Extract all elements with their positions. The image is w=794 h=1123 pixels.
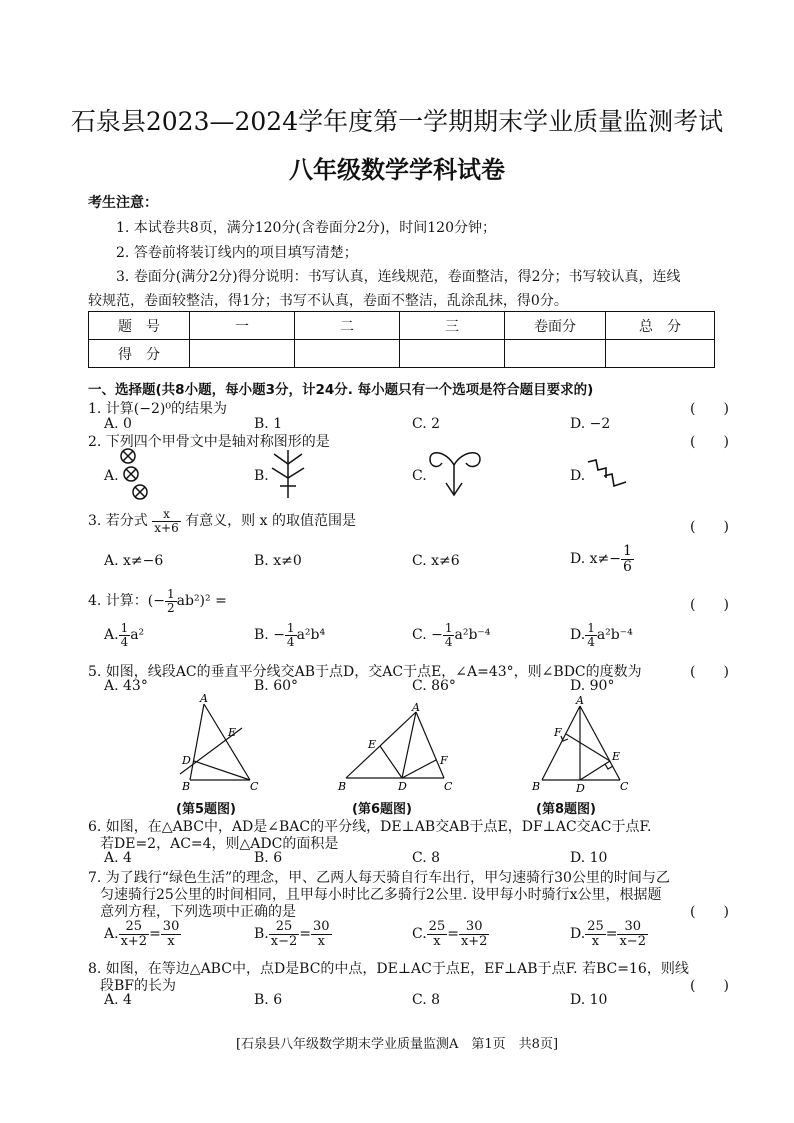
q6-option-c: C. 8 [412,850,441,866]
q3-option-b: B. x≠0 [254,553,302,569]
q7-line-1: 7. 为了践行“绿色生活”的理念，甲、乙两人每天骑自行车出行，甲匀速骑行30公里的时间与乙 [88,870,670,886]
q7-a-n1: 25 [119,920,150,935]
q4-b-num: 1 [286,621,295,635]
q7-b-n2: 30 [312,919,330,934]
q4-b-den: 4 [286,634,295,649]
q8-option-d: D. 10 [570,992,608,1008]
score-table [88,311,715,368]
fig8-side-ab [542,706,580,780]
q4-a-pre: A. [104,627,119,644]
fig8-label-b: B [532,780,541,793]
q8-option-a: A. 4 [104,992,132,1008]
q4-frac-num: 1 [167,587,175,601]
q7-c-n2: 30 [459,920,490,935]
q5-option-a: A. 43° [104,678,148,694]
q7-line-2: 匀速骑行25公里的时间相同，且甲每小时比乙多骑行2公里. 设甲每小时骑行x公里，根据题 [100,887,662,903]
q3-stem-post: 有意义，则 x 的取值范围是 [185,513,356,530]
q7-a-d1: x+2 [120,933,148,949]
q3-frac-num: x [152,508,180,522]
fig6-label-b: B [338,780,347,793]
q6-option-d: D. 10 [570,850,608,866]
q4-option-b [254,622,325,648]
q3-option-c: C. x≠6 [412,553,460,569]
q7-b-n1: 25 [269,920,300,935]
q4-b-post: a²b⁴ [296,627,326,644]
q7-option-c [412,920,489,948]
q5-option-c: C. 86° [412,678,456,694]
q4-option-c [412,622,490,648]
fig5-label-e: E [228,726,237,739]
q4-option-d [570,622,633,648]
q1-answer-paren[interactable]: ( ) [690,401,729,417]
notice-line-3b: 较规范，卷面较整洁，得1分；书写不认真，卷面不整洁，乱涂乱抹，得0分。 [88,293,568,309]
notice-line-3a: 3. 卷面分(满分2分)得分说明：书写认真，连线规范，卷面整洁，得2分；书写较认真，连线 [116,269,681,285]
notice-heading: 考生注意： [88,195,158,211]
q3-stem [88,508,356,534]
q4-c-fraction [443,622,455,648]
q8-line-2: 段BF的长为 [100,978,177,994]
q8-answer-paren[interactable]: ( ) [690,978,729,994]
q7-a-prefix: A. [104,926,119,943]
figure-5-caption: (第5题图) [176,802,236,817]
q8-option-c: C. 8 [412,992,441,1008]
q3-d-den: 6 [622,558,632,575]
score-blank[interactable] [295,340,400,368]
figure-8 [530,694,634,794]
q1-option-a: A. 0 [104,416,132,432]
fig6-label-f: F [440,754,448,767]
q7-d-n1: 25 [587,919,604,934]
figure-5 [172,694,272,796]
q4-frac-den: 2 [167,600,175,615]
q4-a-num: 1 [120,621,129,635]
q7-b-frac-1 [269,920,300,948]
fig6-perp-df [402,760,436,778]
q4-d-fraction [585,622,597,648]
q2-option-b: B. [254,468,269,484]
q3-option-a: A. x≠−6 [104,553,164,569]
figure-6-caption: (第6题图) [352,802,412,817]
fig8-label-a: A [576,694,584,707]
fig5-side-ab [190,704,204,780]
q7-a-frac-1 [119,920,150,948]
q4-option-a [104,622,144,648]
fig8-label-c: C [620,780,629,793]
q7-c-eq: = [447,926,459,943]
fig8-label-d: D [576,782,585,794]
q4-stem [88,588,227,614]
q7-c-n1: 25 [428,919,446,934]
oracle-glyph-a-icon [116,446,156,502]
figure-6 [336,702,460,794]
score-cell: 三 [400,312,505,340]
q3-option-d-pre: D. x≠− [570,551,621,568]
q7-option-a [104,920,181,948]
q7-option-d [570,920,648,948]
q6-line-1: 6. 如图，在△ABC中，AD是∠BAC的平分线，DE⊥AB交AB于点E，DF⊥AC交AC于点F. [88,819,652,835]
q4-d-pre: D. [570,627,586,644]
q7-d-eq: = [605,926,618,943]
q1-stem: 1. 计算(−2)⁰的结果为 [88,401,227,417]
score-cell: 总 分 [606,312,715,340]
fig6-bisector-ad [402,712,416,778]
q7-d-prefix: D. [570,926,586,943]
q7-b-prefix: B. [254,926,269,943]
q6-option-b: B. 6 [254,850,283,866]
q4-a-fraction [119,622,131,648]
q4-b-fraction [285,622,297,648]
fig5-side-ac [204,704,250,780]
q7-a-d2: x [167,933,175,949]
q4-c-num: 1 [444,621,453,635]
notice-line-2: 2. 答卷前将装订线内的项目填写清楚； [116,245,358,261]
q4-stem-pre: 4. 计算：(− [88,593,165,610]
q7-b-eq: = [299,926,311,943]
q4-c-den: 4 [444,634,453,649]
fig6-side-ab [346,712,416,778]
score-cell: 卷面分 [505,312,606,340]
fig8-label-e: E [612,750,621,763]
q7-d-frac-1 [585,920,606,948]
fig5-label-a: A [200,694,208,705]
q3-frac-den: x+6 [154,520,179,535]
score-blank[interactable] [190,340,295,368]
exam-title: 石泉县2023—2024学年度第一学期期末学业质量监测考试 [70,107,724,136]
q7-d-n2: 30 [617,920,648,935]
q4-d-post: a²b⁻⁴ [596,627,633,644]
q7-a-n2: 30 [162,919,180,934]
q1-option-b: B. 1 [254,416,283,432]
q2-answer-paren[interactable]: ( ) [690,434,729,450]
q7-b-frac-2 [311,920,332,948]
fig5-label-d: D [182,754,191,767]
q7-c-frac-2 [459,920,490,948]
notice-line-1: 1. 本试卷共8页，满分120分(含卷面分2分)，时间120分钟； [116,220,496,236]
q5-option-d: D. 90° [570,678,615,694]
q7-answer-paren[interactable]: ( ) [690,904,729,920]
score-blank[interactable] [400,340,505,368]
score-cell: 二 [295,312,400,340]
q7-c-d2: x+2 [460,933,488,949]
oracle-glyph-b-icon [266,448,310,500]
score-cell: 得 分 [89,340,190,368]
q7-c-prefix: C. [412,926,427,943]
q3-answer-paren[interactable]: ( ) [690,519,729,535]
fig6-label-a: A [412,702,420,714]
q7-b-d2: x [317,933,325,949]
q4-a-den: 4 [120,634,129,649]
q7-a-eq: = [149,926,161,943]
q5-option-b: B. 60° [254,678,299,694]
score-table-header-row [89,312,715,340]
q8-line-1: 8. 如图，在等边△ABC中，点D是BC的中点，DE⊥AC于点E，EF⊥AB于点F. 若BC=16，则线 [88,961,689,977]
figure-8-caption: (第8题图) [536,802,596,817]
q7-d-d1: x [591,933,600,949]
fig6-label-c: C [444,780,453,793]
q2-stem: 2. 下列四个甲骨文中是轴对称图形的是 [88,434,330,450]
q6-option-a: A. 4 [104,850,132,866]
q7-d-frac-2 [617,920,648,948]
exam-subtitle: 八年级数学学科试卷 [289,156,505,184]
q4-a-post: a² [130,627,145,644]
page-footer: [石泉县八年级数学期末学业质量监测A 第1页 共8页] [235,1037,559,1052]
q7-c-frac-1 [427,920,448,948]
q3-option-d [570,544,634,574]
q7-a-frac-2 [161,920,182,948]
q3-fraction [152,508,180,534]
q7-c-d1: x [433,933,441,949]
fig5-label-b: B [182,780,191,793]
fig6-perp-de [380,746,402,778]
q4-d-den: 4 [587,634,595,649]
fig6-label-d: D [398,780,407,793]
q4-c-post: a²b⁻⁴ [454,627,491,644]
fig8-label-f: F [554,726,562,739]
q2-option-d: D. [570,468,586,484]
q7-line-3: 意列方程，下列选项中正确的是 [100,904,296,920]
q7-option-b [254,920,332,948]
fig5-label-c: C [250,780,259,793]
oracle-glyph-c-icon [424,447,486,499]
q6-line-2: 若DE=2，AC=4，则△ADC的面积是 [100,836,339,852]
fig5-segment-dc [194,761,250,780]
q8-option-b: B. 6 [254,992,283,1008]
q2-option-a: A. [104,468,119,484]
q3-option-d-fraction [621,544,634,574]
q4-d-num: 1 [587,621,595,635]
q7-b-d1: x−2 [270,933,298,949]
q4-fraction [165,588,177,614]
fig8-perp-ef [566,734,610,761]
q5-stem: 5. 如图，线段AC的垂直平分线交AB于点D，交AC于点E，∠A=43°，则∠BDC的度数为 [88,664,642,680]
oracle-glyph-d-icon [584,456,630,492]
q4-answer-paren[interactable]: ( ) [690,597,729,613]
q4-c-pre: C. − [412,627,443,644]
score-blank[interactable] [505,340,606,368]
q5-answer-paren[interactable]: ( ) [690,664,729,680]
fig6-label-e: E [368,738,377,751]
q4-stem-post: ab²)² = [176,593,227,610]
score-cell: 题 号 [89,312,190,340]
q1-option-d: D. −2 [570,416,611,432]
fig8-side-ac [580,706,620,780]
q4-b-pre: B. − [254,627,285,644]
score-table-score-row [89,340,715,368]
q3-d-num: 1 [622,543,632,559]
score-blank[interactable] [606,340,715,368]
q3-stem-pre: 3. 若分式 [88,513,148,530]
q7-d-d2: x−2 [619,933,646,949]
section-1-heading: 一、选择题(共8小题，每小题3分，计24分. 每小题只有一个选项是符合题目要求的) [88,382,594,398]
q1-option-c: C. 2 [412,416,441,432]
score-cell: 一 [190,312,295,340]
q2-option-c: C. [412,468,427,484]
